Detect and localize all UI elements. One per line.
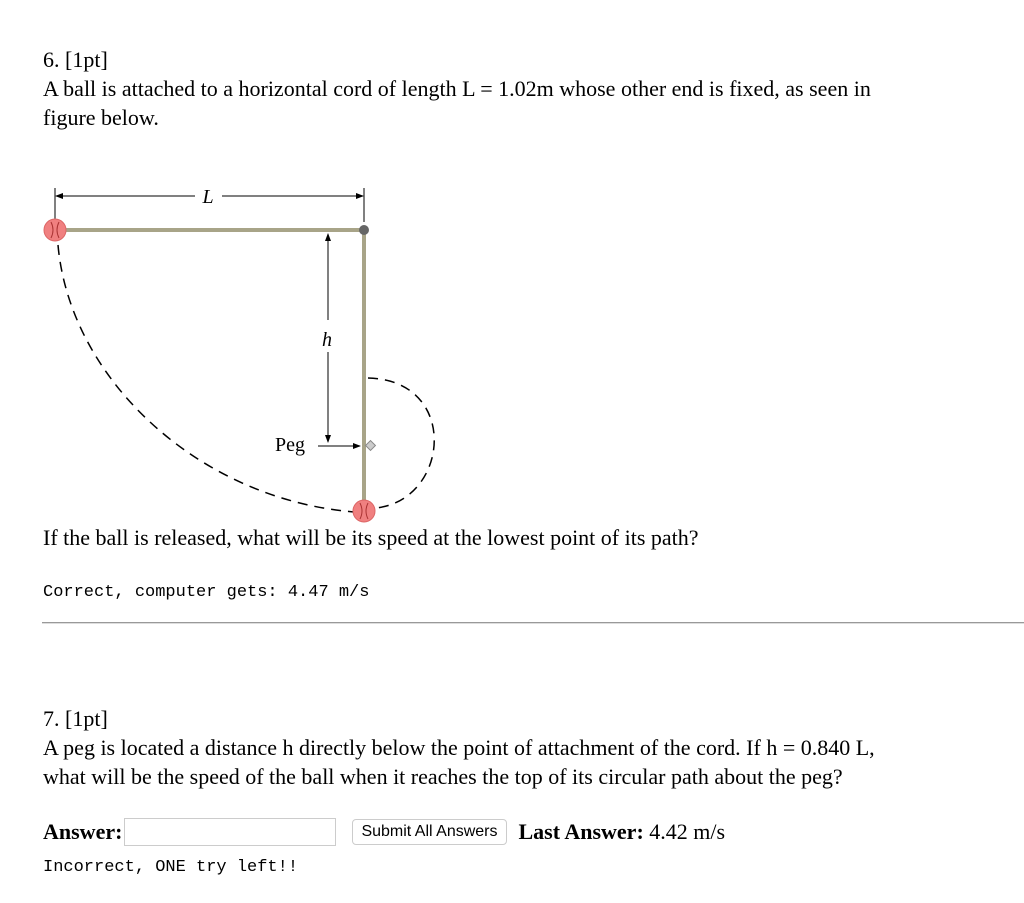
q7-heading: 7. [1pt] [43,706,108,731]
peg-icon [366,441,376,451]
h-dimension [322,234,332,442]
q6-question: If the ball is released, what will be its speed at the lowest point of its path? [43,525,699,550]
last-answer-label: Last Answer: [518,819,644,844]
divider [42,622,1024,624]
q6-heading: 6. [1pt] [43,47,108,72]
label-peg: Peg [275,434,305,456]
answer-row [43,818,725,846]
label-h: h [322,329,332,351]
q6-feedback: Correct, computer gets: 4.47 m/s [43,583,370,602]
ball-start-icon [44,219,66,241]
ball-bottom-icon [353,500,375,522]
q7-text-line2: what will be the speed of the ball when it reaches the top of its circular path about the peg? [43,764,843,789]
submit-all-answers-button[interactable]: Submit All Answers [352,819,506,845]
last-answer-value: 4.42 m/s [649,819,726,844]
answer-label: Answer: [43,819,123,844]
length-dimension [55,186,364,222]
answer-input[interactable] [124,818,336,846]
label-L: L [202,186,214,208]
pivot-point [359,225,369,235]
q7-feedback: Incorrect, ONE try left!! [43,858,299,877]
q6-text-line1: A ball is attached to a horizontal cord of length L = 1.02m whose other end is fixed, as seen in [43,76,871,101]
q7-text-line1: A peg is located a distance h directly below the point of attachment of the cord. If h = 0.840 L, [43,735,875,760]
q6-text-line2: figure below. [43,105,159,130]
loop-path [368,378,434,508]
swing-path [58,245,355,512]
